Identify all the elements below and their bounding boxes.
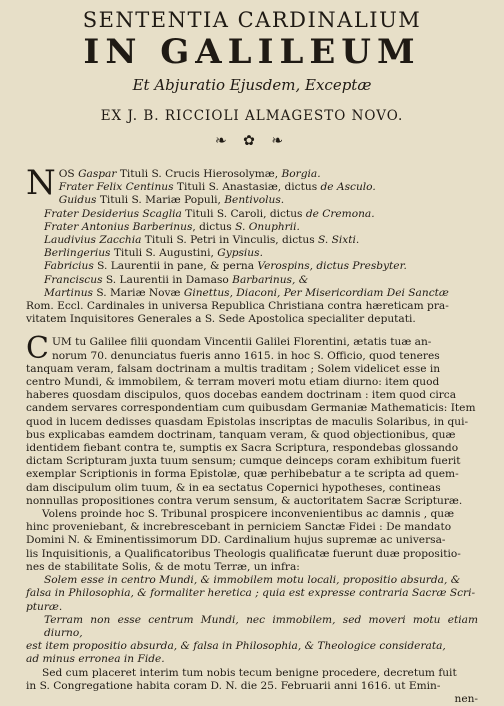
text-line: centro Mundi, & immobilem, & terram moveri motu etiam diurno: item quod	[26, 376, 440, 389]
cardinals-list	[26, 163, 478, 326]
text-line: Volens proinde hoc S. Tribunal prospicere inconvenientibus ac damnis , quæ	[42, 508, 455, 521]
text-line: tanquam veram, falsam doctrinam a multis traditam ; Solem videlicet esse in	[26, 362, 441, 375]
dropcap-n: N	[26, 163, 56, 203]
title-line-1: SENTENTIA CARDINALIUM	[82, 8, 422, 32]
quote-line: Terram non esse centrum Mundi, nec immobilem, sed moveri motu etiam diurno,	[44, 613, 478, 639]
quote-line: pturæ.	[26, 600, 63, 613]
text-line: candem servares correspondentiam cum quibusdam Germaniæ Mathematicis: Item	[26, 402, 476, 415]
text-line: quod in lucem dedisses quasdam Epistolas inscriptas de maculis Solaribus, in qui-	[26, 415, 469, 428]
catchword: nen-	[454, 692, 478, 705]
quote-line: ad minus erronea in Fide.	[26, 653, 165, 666]
quote-line: Solem esse in centro Mundi, & immobilem motu locali, propositio absurda, &	[44, 574, 461, 587]
text-line: Sed cum placeret interim tum nobis tecum benigne procedere, decretum fuit	[42, 666, 457, 679]
title-line-3: Et Abjuratio Ejusdem, Exceptæ	[132, 76, 372, 94]
text-line: dictam Scripturam juxta tuum sensum; cumque deinceps coram exhibitum fuerit	[26, 455, 461, 468]
ornament: ❧ ✿ ❧	[214, 133, 290, 149]
cardinal-line: OS Gaspar Tituli S. Crucis Hierosolymæ, Borgia.	[58, 168, 321, 180]
text-line: nonnullas propositiones contra verum sensum, & auctoritatem Sacræ Scripturæ.	[26, 494, 463, 507]
text-line: exemplar Scriptionis in forma Epistolæ, quæ perhibebatur a te scripta ad quem-	[26, 468, 459, 481]
cardinal-line: Frater Felix Centinus Tituli S. Anastasiæ, dictus de Asculo.	[58, 181, 376, 194]
cardinal-line: Fabricius S. Laurentii in pane, & perna Verospins, dictus Presbyter.	[44, 260, 407, 273]
text-line: haberes quosdam discipulos, quos docebas eandem doctrinam : item quod circa	[26, 389, 457, 402]
cardinal-line: Martinus S. Mariæ Novæ Ginettus, Diaconi, Per Misericordiam Dei Sanctæ	[44, 286, 449, 299]
cardinal-line: Rom. Eccl. Cardinales in universa Republica Christiana contra hæreticam pra-	[26, 300, 449, 313]
quote-line: falsa in Philosophia, & formaliter heretica ; quia est expresse contraria Sacræ Scri-	[26, 587, 476, 600]
sentence-text	[26, 331, 478, 706]
text-line: UM tu Galilee filii quondam Vincentii Galilei Florentini, ætatis tuæ an-	[51, 336, 432, 349]
dropcap-c: C	[26, 331, 49, 367]
text-line: dam discipulum olim tuum, & in ea sectatus Copernici hypotheses, contineas	[26, 481, 441, 494]
cardinal-line: Frater Desiderius Scaglia Tituli S. Caroli, dictus de Cremona.	[44, 207, 375, 220]
quote-line: est item propositio absurda, & falsa in Philosophia, & Theologice considerata,	[26, 640, 446, 653]
text-line: Domini N. & Eminentissimorum DD. Cardinalium hujus supremæ ac universa-	[26, 534, 446, 547]
text-line: norum 70. denunciatus fueris anno 1615. in hoc S. Officio, quod teneres	[51, 349, 440, 362]
cardinal-line: Franciscus S. Laurentii in Damaso Barbarinus, &	[44, 273, 309, 286]
cardinal-line: Guidus Tituli S. Mariæ Populi, Bentivolus.	[58, 194, 285, 207]
text-line: identidem fiebant contra te, sumptis ex Sacra Scriptura, respondebas glossando	[26, 442, 459, 455]
cardinal-line: vitatem Inquisitores Generales a S. Sede Apostolica specialiter deputati.	[26, 313, 416, 326]
text-line: in S. Congregatione habita coram D. N. die 25. Februarii anni 1616. ut Emin-	[26, 679, 441, 692]
text-line: nes de stabilitate Solis, & de motu Terræ, un infra:	[26, 560, 300, 573]
text-line: lis Inquisitionis, a Qualificatoribus Theologis qualificatæ fuerunt duæ propositio-	[26, 547, 461, 560]
cardinal-line: Berlingerius Tituli S. Augustini, Gypsius.	[44, 247, 263, 260]
title-line-4: EX J. B. RICCIOLI ALMAGESTO NOVO.	[100, 108, 404, 124]
text-line: bus explicabas eamdem doctrinam, tanquam veram, & quod objectionibus, quæ	[26, 428, 456, 441]
text-line: hinc proveniebant, & increbrescebant in perniciem Sanctæ Fidei : De mandato	[26, 521, 452, 534]
cardinal-line: Frater Antonius Barberinus, dictus S. Onuphrii.	[44, 220, 300, 233]
cardinal-line: Laudivius Zacchia Tituli S. Petri in Vinculis, dictus S. Sixti.	[44, 234, 360, 247]
title-line-2: IN GALILEUM	[83, 32, 421, 72]
